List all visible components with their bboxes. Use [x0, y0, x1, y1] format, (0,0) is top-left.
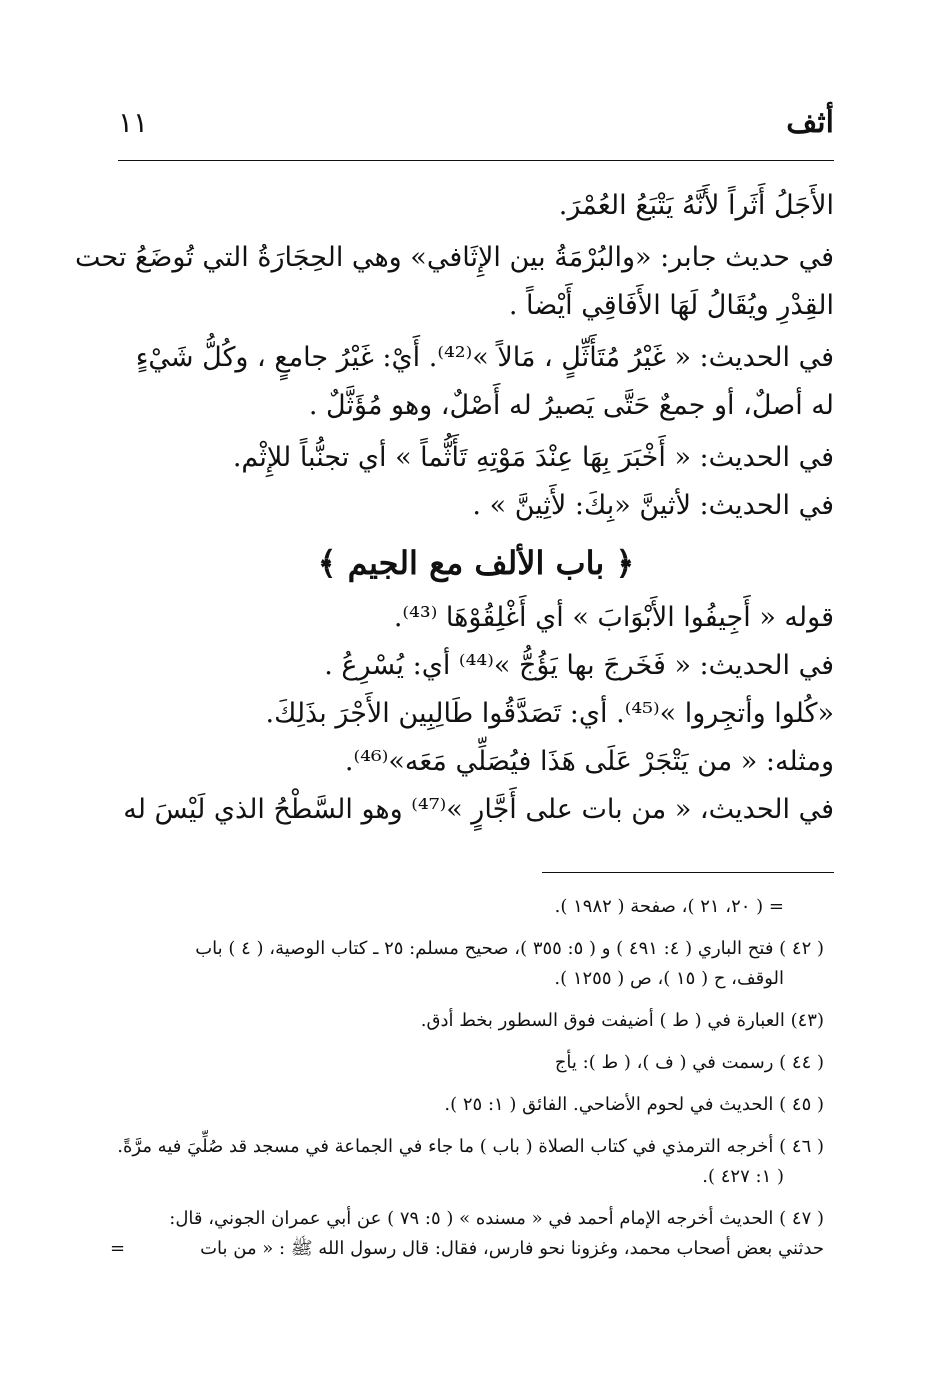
footnote-line: ( ٤٢ ) فتح الباري ( ٤: ٤٩١ ) و ( ٥: ٣٥٥ )، صحيح مسلم: ٢٥ ـ كتاب الوصية، ( ٤ ) باب [195, 938, 824, 959]
footnote-line: (٤٣) العبارة في ( ط ) أضيفت فوق السطور بخط أدق. [420, 1010, 824, 1031]
text-line: قوله « أَجِيفُوا الأَبْوَابَ » أي أَغْلِقُوْهَا ⁽⁴³⁾. [393, 602, 834, 633]
footnote-line: الوقف، ح ( ١٥ )، ص ( ١٢٥٥ ). [554, 968, 784, 989]
footnote-line: ( ٤٧ ) الحديث أخرجه الإمام أحمد في « مسنده » ( ٥: ٧٩ ) عن أبي عمران الجوني، قال: [169, 1208, 824, 1229]
running-head [118, 98, 834, 148]
text-line: ومثله: « من يَتْجَرْ عَلَى هَذَا فيُصَلِّي مَعَه»⁽⁴⁶⁾. [344, 746, 834, 777]
paragraph-5 [118, 594, 834, 834]
text-line: في الحديث: « غَيْرُ مُتَأَثِّلٍ ، مَالاً »⁽⁴²⁾. أَيْ: غَيْرُ جامعٍ ، وكُلُّ شَيْءٍ [135, 342, 834, 373]
footnote-line: ( ٤٦ ) أخرجه الترمذي في كتاب الصلاة ( باب ) ما جاء في الجماعة في مسجد قد صُلِّيَ فيه مرَّةً. [117, 1136, 824, 1157]
text-line: في الحديث: لأثينَّ «بِكَ: لأَثِينَّ » . [472, 490, 834, 521]
paragraph-3 [118, 334, 834, 430]
page-number: ١١ [118, 106, 149, 139]
footnote-44 [118, 1048, 824, 1078]
footnote-45 [118, 1090, 824, 1120]
footnote-46 [118, 1132, 824, 1192]
footnotes [110, 892, 824, 1276]
text-line: في الحديث، « من بات على أَجَّارٍ »⁽⁴⁷⁾ وهو السَّطْحُ الذي لَيْسَ له [123, 794, 834, 825]
text-line: الأَجَلُ أَثَراً لأَنَّهُ يَتْبَعُ العُمْرَ. [558, 190, 834, 221]
footnote-line: حدثني بعض أصحاب محمد، وغزونا نحو فارس، فقال: قال رسول الله ﷺ : « من بات [200, 1238, 824, 1259]
footnote-43 [118, 1006, 824, 1036]
text-line: القِدْرِ ويُقَالُ لَهَا الأَفَاقِي أَيْضاً . [508, 290, 834, 321]
footnote-rule [542, 872, 834, 873]
footnote-42 [118, 934, 824, 994]
text-line: في الحديث: « أَخْبَرَ بِهَا عِنْدَ مَوْتِهِ تَأَثُّماً » أي تجنُّباً للإِثْم. [232, 442, 834, 473]
footnote-line: ( ٤٥ ) الحديث في لحوم الأضاحي. الفائق ( ١: ٢٥ ). [444, 1094, 824, 1115]
text-line: «كُلوا وأتجِروا »⁽⁴⁵⁾. أي: تَصَدَّقُوا طَالِبِين الأَجْرَ بذَلِكَ. [265, 698, 834, 729]
footnote-continuation [118, 892, 824, 922]
paragraph-4 [118, 434, 834, 530]
text-line: في الحديث: « فَخَرجَ بها يَؤُجُّ »⁽⁴⁴⁾ أي: يُسْرِعُ . [324, 650, 834, 681]
paragraph-1 [118, 182, 834, 230]
text-line: في حديث جابر: «والبُرْمَةُ بين الإِثَافي» وهي الحِجَارَةُ التي تُوضَعُ تحت [75, 242, 834, 273]
text-line: له أصلٌ، أو جمعٌ حَتَّى يَصيرُ له أَصْلٌ، وهو مُؤَثَّلٌ . [308, 390, 834, 421]
section-title: ﴿ باب الألف مع الجيم ﴾ [317, 544, 635, 582]
header-rule [118, 160, 834, 161]
continuation-mark: = [110, 1238, 126, 1259]
head-word: أثف [786, 105, 834, 140]
footnote-47 [110, 1204, 824, 1264]
footnote-line: ( ٤٤ ) رسمت في ( ف )، ( ط ): يأج [554, 1052, 824, 1073]
footnote-line: = ( ٢٠، ٢١ )، صفحة ( ١٩٨٢ ). [554, 896, 784, 917]
paragraph-2 [75, 234, 834, 330]
body-text [75, 182, 834, 838]
footnote-line: ( ١: ٤٢٧ ). [702, 1166, 784, 1187]
